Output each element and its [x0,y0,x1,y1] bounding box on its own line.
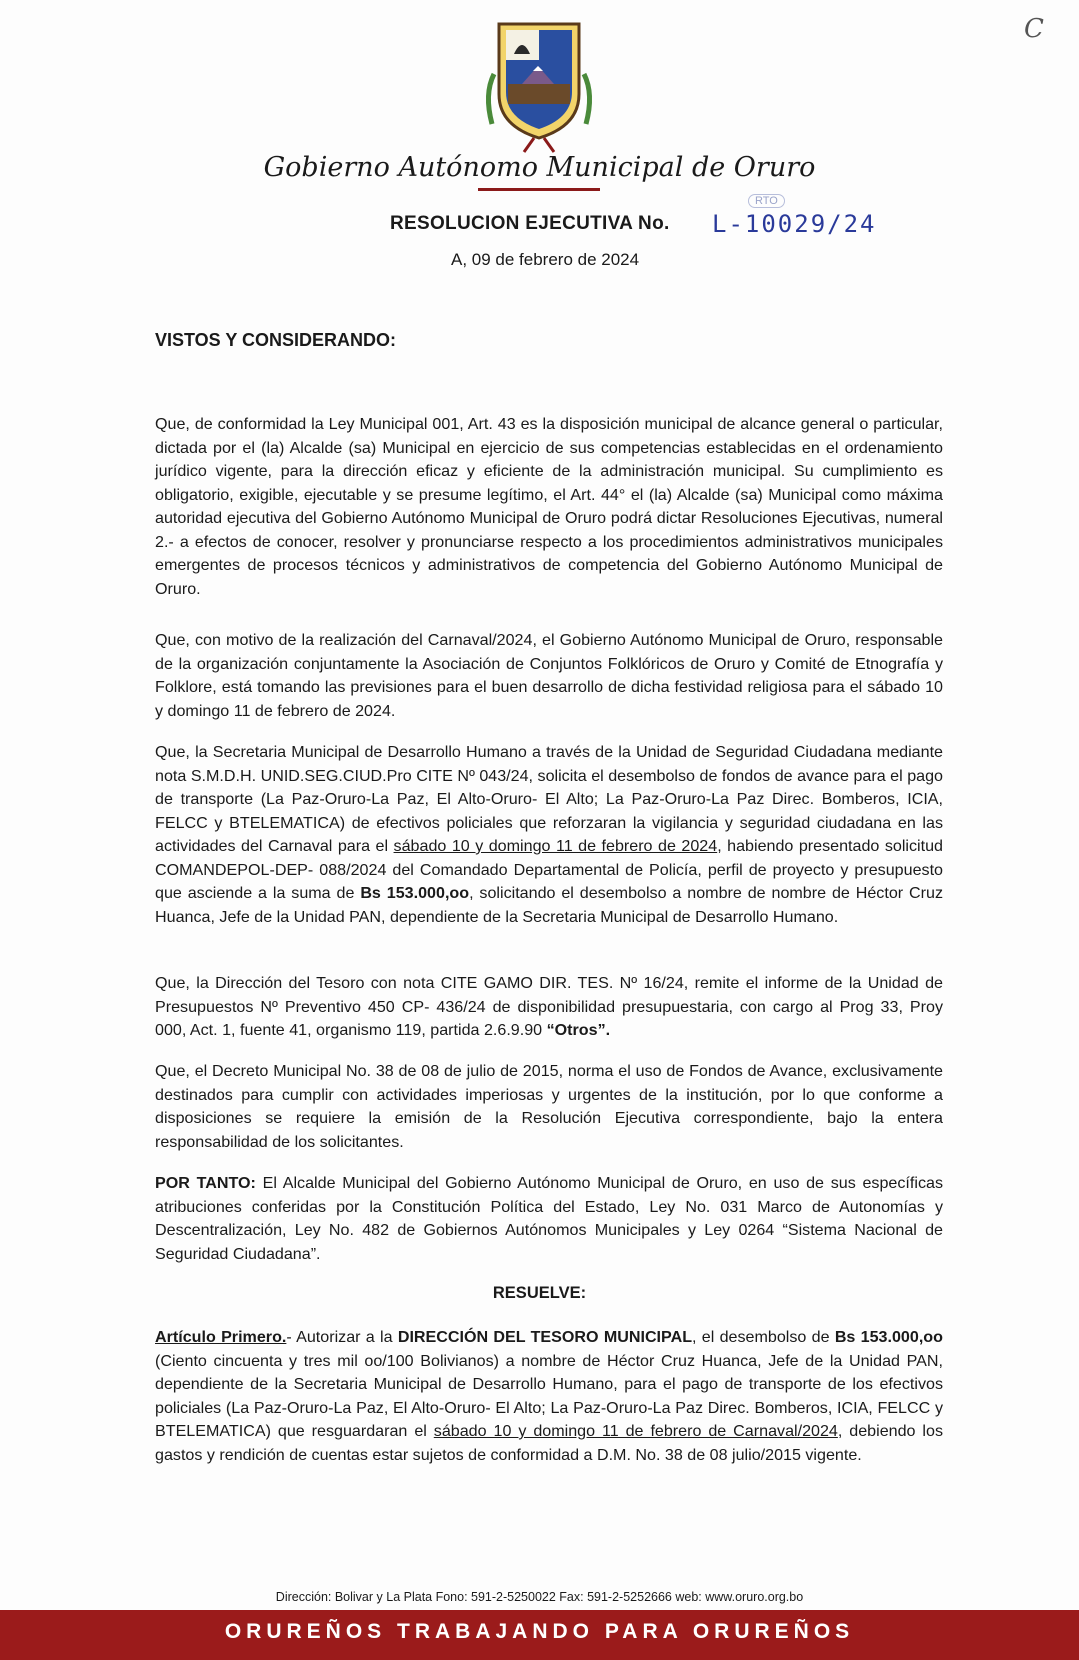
paragraph-tesoro [155,972,943,1043]
paragraph-text: (Ciento cincuenta y tres mil oo/100 Bolivianos) a nombre de Héctor Cruz Huanca, Jefe de la Unidad PAN, dependiente de la Secretaria Municipal de Desarrollo Humano, para el pago de transporte de los efectivos policiales (La Paz-Oruro-La Paz, El Alto-Oruro- El Alto; La Paz-Oruro-La Paz Direc. Bomberos, ICIA, FELCC y BTELEMATICA) que resguardaran el [155,1351,943,1440]
paragraph-text: , solicitando el desembolso a nombre de nombre de Héctor Cruz Huanca, Jefe de la Unidad PAN, dependiente de la Secretaria Municipal de Desarrollo Humano. [155,884,943,926]
oruro-coat-of-arms-icon [464,14,614,164]
paragraph-articulo-primero [155,1326,943,1467]
paragraph-carnaval: Que, con motivo de la realización del Carnaval/2024, el Gobierno Autónomo Municipal de Oruro, responsable de la organización conjuntamente la Asociación de Conjuntos Folklóricos de Oruro y Comité de Etnografía y Folklore, está tomando las previsiones para el buen desarrollo de dicha festividad religiosa para el sábado 10 y domingo 11 de febrero de 2024. [155,631,943,720]
paragraph-text: , habiendo presentado solicitud COMANDEPOL-DEP- 088/2024 del Comandado Departamental de Policía, perfil de proyecto y presupuesto que asciende a la suma de [155,837,944,902]
footer-address: Dirección: Bolivar y La Plata Fono: 591-2-5250022 Fax: 591-2-5252666 web: www.oruro.org.bo [275,1590,804,1604]
handwritten-corner-mark: C [1024,14,1044,44]
direccion-bold: DIRECCIÓN DEL TESORO MUNICIPAL [397,1328,693,1346]
underlined-dates: sábado 10 y domingo 11 de febrero de 2024 [393,837,718,855]
paragraph-secretaria [155,741,943,929]
government-name: Gobierno Autónomo Municipal de Oruro [263,152,816,183]
amount-bold: Bs 153.000,oo [360,884,470,902]
paragraph-por-tanto [155,1172,943,1266]
paragraph-ley-municipal: Que, de conformidad la Ley Municipal 001, Art. 43 es la disposición municipal de alcance general o particular, dictada por el (la) Alcalde (sa) Municipal en ejercicio de sus competencias establecidas en el ordenamiento jurídico vigente, para la dirección eficaz y eficiente de la administración municipal. Su cumplimiento es obligatorio, exigible, ejecutable y se presume legítimo, el Art. 44° el (la) Alcalde (sa) Municipal como máxima autoridad ejecutiva del Gobierno Autónomo Municipal de Oruro podrá dictar Resoluciones Ejecutivas, numeral 2.- a efectos de conocer, resolver y pronunciarse respecto a los procedimientos administrativos municipales emergentes de procesos técnicos y administrativos de competencia del Gobierno Autónomo Municipal de Oruro. [155,415,943,598]
paragraph-text: - Autorizar a la [286,1328,398,1346]
por-tanto-label: POR TANTO: [155,1174,256,1192]
section-heading-vistos: VISTOS Y CONSIDERANDO: [155,330,397,350]
paragraph-text: El Alcalde Municipal del Gobierno Autónomo Municipal de Oruro, en uso de sus específicas atribuciones conferidas por la Constitución Política del Estado, Ley No. 031 Marco de Autonomías y Descentralización, Ley No. 482 de Gobiernos Autónomos Municipales y Ley 0264 “Sistema Nacional de Seguridad Ciudadana”. [155,1174,943,1263]
received-stamp: RTO [748,194,785,208]
footer-slogan: ORUREÑOS TRABAJANDO PARA ORUREÑOS [224,1620,855,1643]
resolution-date: A, 09 de febrero de 2024 [451,250,640,269]
resolution-number: L-10029/24 [712,210,877,238]
underlined-dates: sábado 10 y domingo 11 de febrero de Carnaval/2024 [433,1422,838,1440]
paragraph-text: , debiendo los gastos y rendición de cuentas estar sujetos de conformidad a D.M. No. 38 de 08 julio/2015 vigente. [155,1422,944,1464]
paragraph-text: , el desembolso de [692,1328,835,1346]
article-label: Artículo Primero. [155,1328,287,1346]
paragraph-decreto: Que, el Decreto Municipal No. 38 de 08 de julio de 2015, norma el uso de Fondos de Avance, exclusivamente destinados para cumplir con actividades imperiosas y urgentes de la institución, por lo que conforme a disposiciones se requiere la emisión de la Resolución Ejecutiva correspondiente, bajo la entera responsabilidad de los solicitantes. [155,1062,943,1151]
paragraph-text: Que, la Secretaria Municipal de Desarrollo Humano a través de la Unidad de Seguridad Ciudadana mediante nota S.M.D.H. UNID.SEG.CIUD.Pro CITE Nº 043/24, solicita el desembolso de fondos de avance para el pago de transporte (La Paz-Oruro-La Paz, El Alto-Oruro- El Alto; La Paz-Oruro-La Paz Direc. Bomberos, ICIA, FELCC y BTELEMATICA) de efectivos policiales que reforzaran la vigilancia y seguridad ciudadana en las actividades del Carnaval para el [155,743,943,855]
amount-bold: Bs 153.000,oo [834,1328,943,1346]
title-underline [478,188,600,191]
resolution-title: RESOLUCION EJECUTIVA No. [390,213,670,234]
paragraph-text: Que, la Dirección del Tesoro con nota CITE GAMO DIR. TES. Nº 16/24, remite el informe de la Unidad de Presupuestos Nº Preventivo 450 CP- 436/24 de disponibilidad presupuestaria, con cargo al Prog 33, Proy 000, Act. 1, fuente 41, organismo 119, partida 2.6.9.90 [155,974,943,1039]
section-heading-resuelve: RESUELVE: [492,1284,587,1302]
partida-bold: “Otros”. [546,1021,611,1039]
